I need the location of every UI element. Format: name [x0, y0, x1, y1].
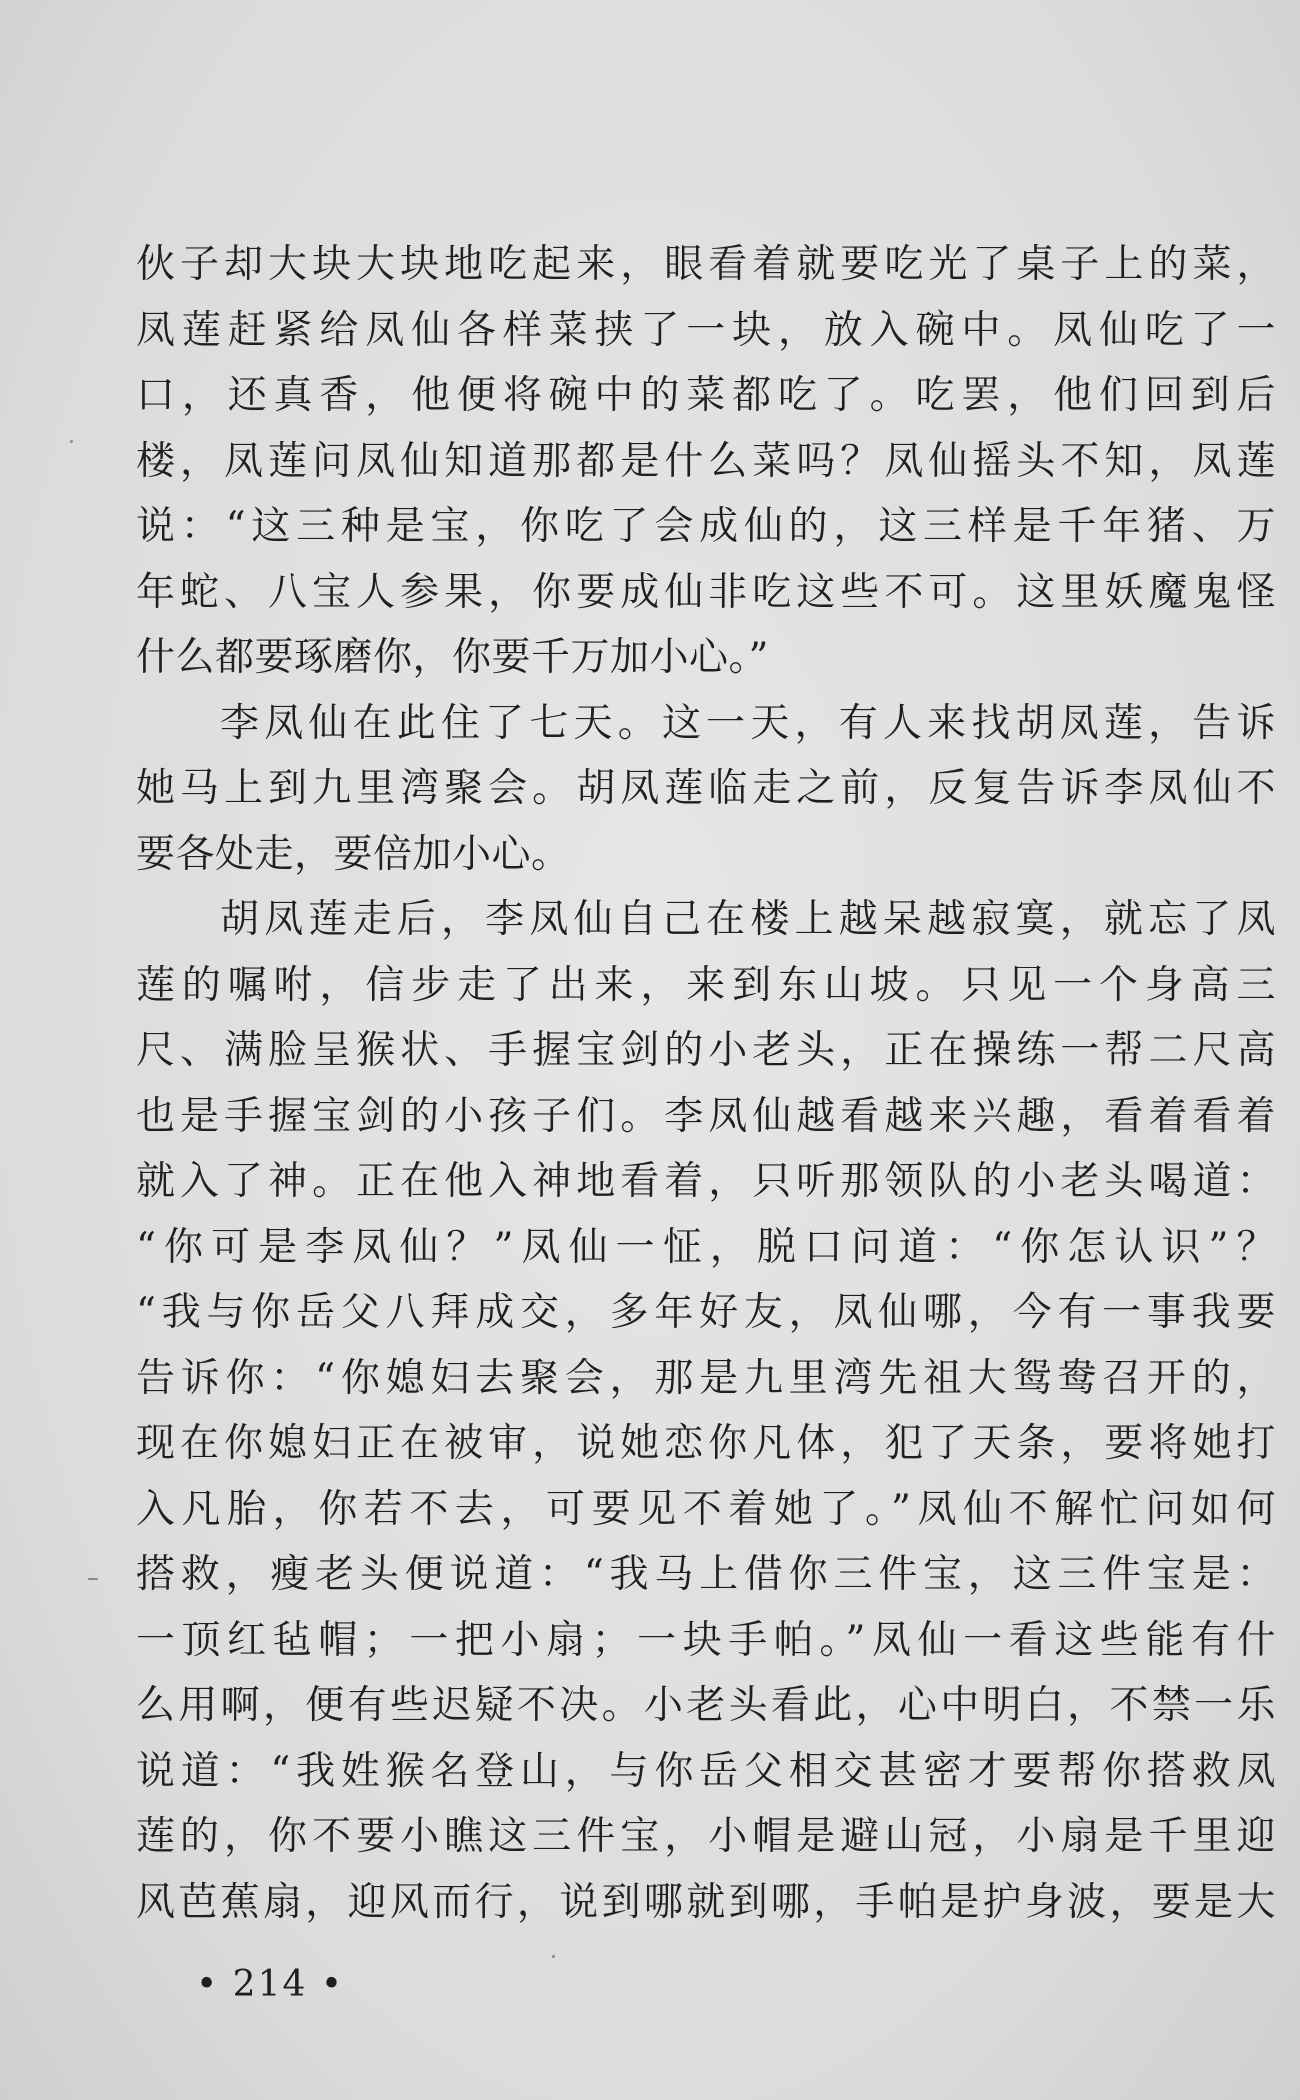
text-line: 伙子却大块大块地吃起来，眼看着就要吃光了桌子上的菜，	[136, 242, 1276, 287]
text-line: 莲的嘱咐，信步走了出来，来到东山坡。只见一个身高三	[136, 962, 1276, 1008]
text-line: 尺、满脸呈猴状、手握宝剑的小老头，正在操练一帮二尺高	[136, 1028, 1276, 1073]
text-line: 要各处走，要倍加小心。	[136, 831, 571, 877]
text-line: 告诉你：“你媳妇去聚会，那是九里湾先祖大鸳鸯召开的，	[136, 1355, 1276, 1401]
text-line: 楼，凤莲问凤仙知道那都是什么菜吗？凤仙摇头不知，凤莲	[136, 438, 1276, 484]
text-line: 口，还真香，他便将碗中的菜都吃了。吃罢，他们回到后	[136, 373, 1276, 418]
text-line: 入凡胎，你若不去，可要见不着她了。”凤仙不解忙问如何	[136, 1486, 1276, 1532]
body-text	[136, 232, 1276, 1935]
page-number: • 214 •	[196, 1964, 345, 2005]
paragraph-start-line: 胡凤莲走后，李凤仙自己在楼上越呆越寂寞，就忘了凤	[220, 897, 1276, 942]
text-line: “我与你岳父八拜成交，多年好友，凤仙哪，今有一事我要	[136, 1290, 1276, 1335]
text-line: 她马上到九里湾聚会。胡凤莲临走之前，反复告诉李凤仙不	[136, 766, 1276, 811]
text-line: 就入了神。正在他入神地看着，只听那领队的小老头喝道：	[136, 1159, 1276, 1204]
text-line: 么用啊，便有些迟疑不决。小老头看此，心中明白，不禁一乐	[136, 1683, 1276, 1728]
paper-speck	[70, 440, 73, 443]
text-line: 凤莲赶紧给凤仙各样菜挟了一块，放入碗中。凤仙吃了一	[136, 307, 1276, 353]
text-line: 说：“这三种是宝，你吃了会成仙的，这三样是千年猪、万	[136, 504, 1276, 549]
text-line: 搭救，瘦老头便说道：“我马上借你三件宝，这三件宝是：	[136, 1552, 1276, 1597]
text-line: 什么都要琢磨你，你要千万加小心。”	[136, 635, 769, 680]
text-line: “你可是李凤仙？”凤仙一怔，脱口问道：“你怎认识”？	[136, 1224, 1276, 1270]
text-line: 莲的，你不要小瞧这三件宝，小帽是避山冠，小扇是千里迎	[136, 1814, 1276, 1859]
text-line: 年蛇、八宝人参果，你要成仙非吃这些不可。这里妖魔鬼怪	[136, 569, 1276, 615]
paragraph-start-line: 李凤仙在此住了七天。这一天，有人来找胡凤莲，告诉	[220, 700, 1276, 746]
text-line: 现在你媳妇正在被审，说她恋你凡体，犯了天条，要将她打	[136, 1421, 1276, 1466]
text-line: 说道：“我姓猴名登山，与你岳父相交甚密才要帮你搭救凤	[136, 1748, 1276, 1794]
paper-speck	[552, 1955, 555, 1958]
paper-speck	[88, 1578, 98, 1580]
text-line: 也是手握宝剑的小孩子们。李凤仙越看越来兴趣，看着看着	[136, 1093, 1276, 1139]
text-line: 风芭蕉扇，迎风而行，说到哪就到哪，手帕是护身波，要是大	[136, 1879, 1276, 1925]
text-line: 一顶红毡帽；一把小扇；一块手帕。”凤仙一看这些能有什	[136, 1617, 1276, 1663]
